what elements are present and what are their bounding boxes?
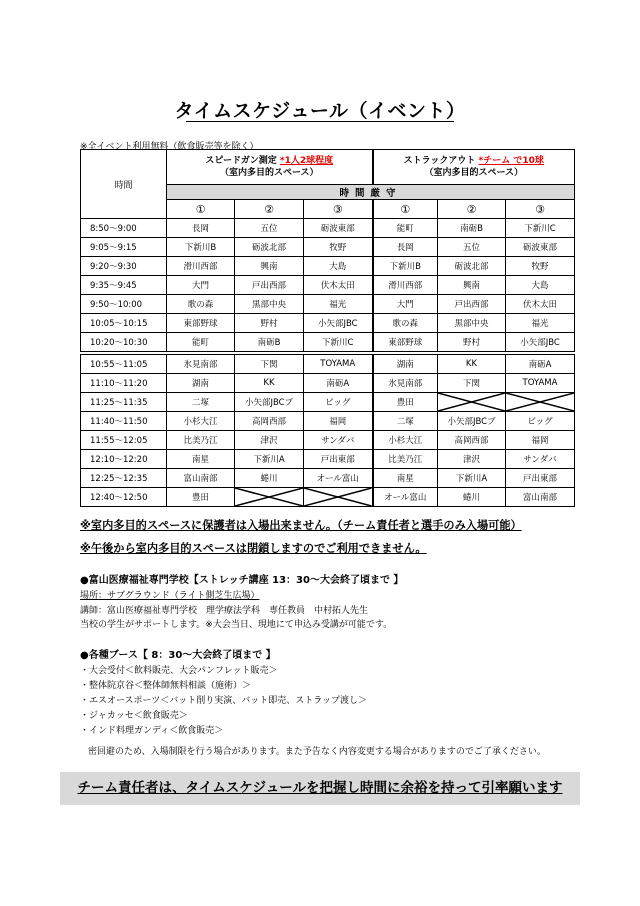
- team-cell: 牧野: [506, 257, 575, 276]
- team-cell: ビッグ: [304, 393, 373, 412]
- team-cell: サンダバ: [506, 450, 575, 469]
- team-cell: 南星: [373, 469, 438, 488]
- team-cell: 歌の森: [167, 295, 235, 314]
- team-cell: 氷見南部: [373, 374, 438, 393]
- closing-note: 密回避のため、入場制限を行う場合があります。また予告なく内容変更する場合がありますのでご了承ください。: [88, 747, 546, 757]
- speedgun-note: *1人2球程度: [279, 156, 334, 166]
- page-title: タイムスケジュール（イベント）: [174, 100, 466, 122]
- team-cell: 砺波北部: [438, 257, 506, 276]
- team-cell: 湖南: [167, 374, 235, 393]
- team-cell: 砺波北部: [235, 238, 304, 257]
- stretch-lecturer: 講師：富山医療福祉専門学校 理学療法学科 専任教員 中村拓人先生: [80, 606, 369, 616]
- team-cell: 野村: [235, 314, 304, 333]
- warning-parents: ※室内多目的スペースに保護者は入場出来ません。（チーム責任者と選手のみ入場可能）: [80, 519, 522, 532]
- team-cell: 滑川西部: [373, 276, 438, 295]
- schedule-row: [81, 393, 575, 412]
- team-cell: 南砺A: [506, 355, 575, 374]
- strikeout-name: ストラックアウト: [403, 156, 476, 166]
- team-cell: 下新川A: [438, 469, 506, 488]
- team-cell: 福光: [304, 295, 373, 314]
- booth-item: ・エスオースポーツ＜バット削り実演、バット即売、ストラップ渡し＞: [80, 696, 368, 706]
- team-cell: 富山南部: [167, 469, 235, 488]
- team-cell: 大島: [304, 257, 373, 276]
- time-cell: 11:25～11:35: [81, 393, 167, 412]
- team-cell: オール富山: [373, 488, 438, 507]
- team-cell: 長岡: [373, 238, 438, 257]
- team-cell: 南砺B: [438, 219, 506, 238]
- team-cell: 五位: [438, 238, 506, 257]
- slot-header: ①: [167, 200, 235, 219]
- team-cell: 高岡西部: [438, 431, 506, 450]
- team-cell: 下新川B: [167, 238, 235, 257]
- speedgun-header: [167, 150, 373, 185]
- slot-header: ②: [438, 200, 506, 219]
- cross-mark-icon: [506, 393, 574, 411]
- schedule-row: [81, 450, 575, 469]
- team-cell: 蜷川: [235, 469, 304, 488]
- time-column-header: 時間: [81, 150, 167, 219]
- schedule-table-morning: [80, 149, 575, 352]
- cross-mark-icon: [235, 488, 303, 506]
- team-cell: 小杉大江: [167, 412, 235, 431]
- schedule-row: [81, 469, 575, 488]
- team-cell: 小矢部JBCブ: [235, 393, 304, 412]
- team-cell: 大島: [506, 276, 575, 295]
- team-cell: 小矢部JBC: [506, 333, 575, 352]
- team-cell: 滑川西部: [167, 257, 235, 276]
- unavailable-cell: [438, 393, 506, 412]
- schedule-row: [81, 355, 575, 374]
- booth-item: ・インド料理ガンディ＜飲食販売＞: [80, 726, 224, 736]
- team-cell: 二塚: [167, 393, 235, 412]
- schedule-row: [81, 431, 575, 450]
- time-cell: 9:20～9:30: [81, 257, 167, 276]
- team-cell: 比美乃江: [373, 450, 438, 469]
- team-cell: 比美乃江: [167, 431, 235, 450]
- team-cell: 興南: [235, 257, 304, 276]
- team-cell: サンダバ: [304, 431, 373, 450]
- team-cell: 南星: [167, 450, 235, 469]
- time-cell: 9:05～9:15: [81, 238, 167, 257]
- team-cell: 下新川C: [304, 333, 373, 352]
- time-cell: 10:20～10:30: [81, 333, 167, 352]
- team-cell: 津沢: [438, 450, 506, 469]
- time-cell: 12:10～12:20: [81, 450, 167, 469]
- team-cell: 小杉大江: [373, 431, 438, 450]
- schedule-row: [81, 374, 575, 393]
- team-cell: 東部野球: [373, 333, 438, 352]
- unavailable-cell: [235, 488, 304, 507]
- team-cell: 豊田: [167, 488, 235, 507]
- team-cell: オール富山: [304, 469, 373, 488]
- strict-time-banner: 時間厳守: [167, 185, 575, 200]
- team-cell: 長岡: [167, 219, 235, 238]
- team-cell: 歌の森: [373, 314, 438, 333]
- cross-mark-icon: [304, 488, 372, 506]
- team-cell: 小矢部JBC: [304, 314, 373, 333]
- schedule-row: [81, 219, 575, 238]
- warning-afternoon: ※午後から室内多目的スペースは閉鎖しますのでご利用できません。: [80, 542, 427, 555]
- booth-item: ・大会受付＜飲料販売、大会パンフレット販売＞: [80, 666, 278, 676]
- booths-heading: ●各種ブース【 8：30～大会終了頃まで 】: [80, 650, 276, 661]
- strikeout-venue: （室内多目的スペース）: [424, 168, 524, 178]
- schedule-row: [81, 412, 575, 431]
- slot-header: ③: [506, 200, 575, 219]
- schedule-row: [81, 314, 575, 333]
- strikeout-header: [373, 150, 575, 185]
- team-cell: 戸出東部: [304, 450, 373, 469]
- schedule-row: [81, 257, 575, 276]
- team-cell: KK: [235, 374, 304, 393]
- time-cell: 11:40～11:50: [81, 412, 167, 431]
- slot-header: ③: [304, 200, 373, 219]
- team-cell: 下関: [235, 355, 304, 374]
- team-cell: 砺波東部: [506, 238, 575, 257]
- time-cell: 8:50～9:00: [81, 219, 167, 238]
- team-cell: TOYAMA: [304, 355, 373, 374]
- leader-banner-text: チーム責任者は、タイムスケジュールを把握し時間に余裕を持って引率願います: [77, 780, 563, 796]
- time-cell: 12:40～12:50: [81, 488, 167, 507]
- team-cell: 能町: [373, 219, 438, 238]
- cross-mark-icon: [438, 393, 505, 411]
- team-cell: 牧野: [304, 238, 373, 257]
- team-cell: 東部野球: [167, 314, 235, 333]
- schedule-row: [81, 488, 575, 507]
- team-cell: 戸出西部: [235, 276, 304, 295]
- stretch-heading: ●富山医療福祉専門学校【ストレッチ講座 13：30～大会終了頃まで 】: [80, 575, 404, 586]
- team-cell: 下新川A: [235, 450, 304, 469]
- team-cell: 高岡西部: [235, 412, 304, 431]
- schedule-row: [81, 295, 575, 314]
- team-cell: 砺波東部: [304, 219, 373, 238]
- time-cell: 12:25～12:35: [81, 469, 167, 488]
- team-cell: 富山南部: [506, 488, 575, 507]
- schedule-row: [81, 333, 575, 352]
- slot-header: ①: [373, 200, 438, 219]
- team-cell: 野村: [438, 333, 506, 352]
- booth-item: ・ジャカッセ＜飲食販売＞: [80, 711, 188, 721]
- slot-header: ②: [235, 200, 304, 219]
- booth-item: ・整体院京谷＜整体師無料相談（施術）＞: [80, 681, 252, 691]
- time-cell: 9:50～10:00: [81, 295, 167, 314]
- team-cell: 福岡: [506, 431, 575, 450]
- stretch-place: 場所：サブグラウンド（ライト側芝生広場）: [80, 591, 260, 601]
- team-cell: 伏木太田: [304, 276, 373, 295]
- team-cell: 南砺A: [304, 374, 373, 393]
- time-cell: 11:10～11:20: [81, 374, 167, 393]
- team-cell: 下新川B: [373, 257, 438, 276]
- team-cell: 下関: [438, 374, 506, 393]
- team-cell: 大門: [167, 276, 235, 295]
- time-cell: 10:55～11:05: [81, 355, 167, 374]
- team-cell: 五位: [235, 219, 304, 238]
- team-cell: 黒部中央: [438, 314, 506, 333]
- strikeout-note: *チーム で10球: [478, 156, 544, 166]
- time-cell: 11:55～12:05: [81, 431, 167, 450]
- schedule-row: [81, 238, 575, 257]
- time-cell: 10:05～10:15: [81, 314, 167, 333]
- team-cell: KK: [438, 355, 506, 374]
- speedgun-venue: （室内多目的スペース）: [219, 168, 319, 178]
- time-cell: 9:35～9:45: [81, 276, 167, 295]
- team-cell: 氷見南部: [167, 355, 235, 374]
- team-cell: 福岡: [304, 412, 373, 431]
- team-cell: 黒部中央: [235, 295, 304, 314]
- team-cell: 大門: [373, 295, 438, 314]
- stretch-support: 当校の学生がサポートします。※大会当日、現地にて申込み受講が可能です。: [80, 620, 393, 630]
- team-cell: 興南: [438, 276, 506, 295]
- team-cell: 戸出東部: [506, 469, 575, 488]
- team-cell: 戸出西部: [438, 295, 506, 314]
- title-underline: [186, 121, 454, 122]
- schedule-row: [81, 276, 575, 295]
- leader-banner: [60, 772, 580, 805]
- unavailable-cell: [506, 393, 575, 412]
- team-cell: 豊田: [373, 393, 438, 412]
- free-note: ※全イベント利用無料（飲食販売等を除く）: [80, 142, 259, 152]
- team-cell: 福光: [506, 314, 575, 333]
- team-cell: 蜷川: [438, 488, 506, 507]
- unavailable-cell: [304, 488, 373, 507]
- team-cell: 湖南: [373, 355, 438, 374]
- team-cell: 南砺B: [235, 333, 304, 352]
- team-cell: 伏木太田: [506, 295, 575, 314]
- team-cell: 津沢: [235, 431, 304, 450]
- team-cell: 小矢部JBCブ: [438, 412, 506, 431]
- speedgun-name: スピードガン測定: [205, 156, 277, 166]
- team-cell: 二塚: [373, 412, 438, 431]
- schedule-table-midday: [80, 354, 575, 507]
- team-cell: ビッグ: [506, 412, 575, 431]
- team-cell: 能町: [167, 333, 235, 352]
- team-cell: 下新川C: [506, 219, 575, 238]
- team-cell: TOYAMA: [506, 374, 575, 393]
